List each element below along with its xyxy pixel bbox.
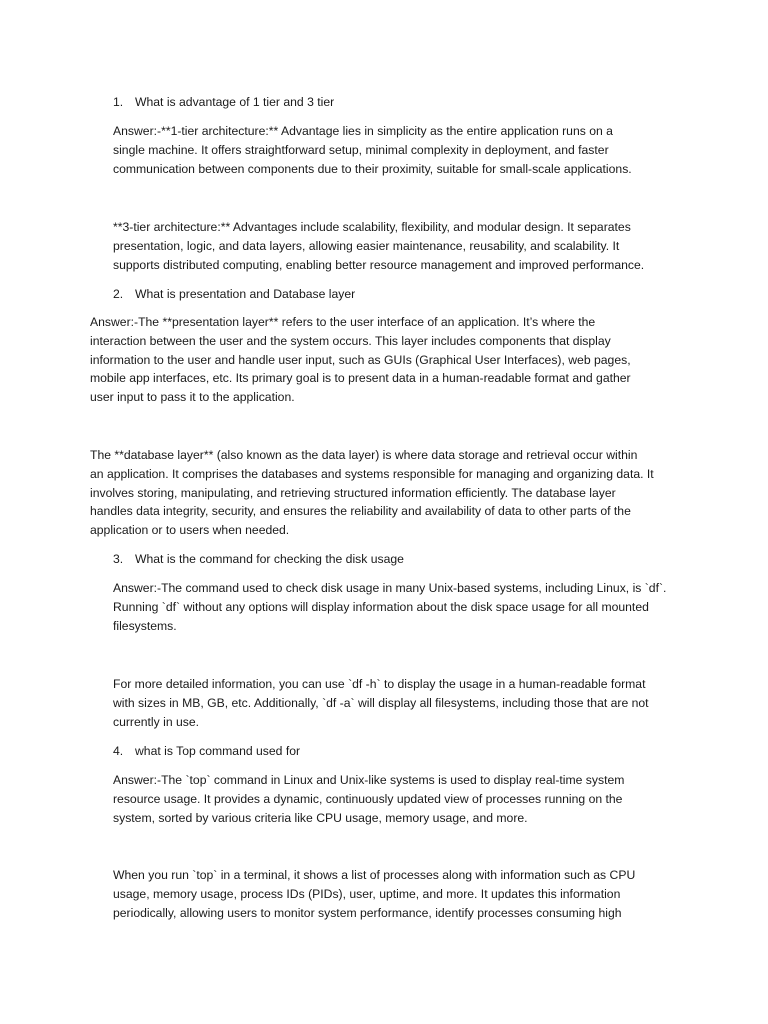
answer-paragraph: Answer:-The **presentation layer** refers to the user interface of an application. It’s where the interaction between the user and the system occurs. This layer includes components that display information to the user and handle user input, such as GUIs (Graphical User Interfaces), web pages, mobile app interfaces, etc. Its primary goal is to present data in a human-readable format and gather user input to pass it to the application. [90, 315, 631, 405]
answer-paragraph: Answer:-**1-tier architecture:** Advantage lies in simplicity as the entire application runs on a single machine. It offers straightforward setup, minimal complexity in deployment, and faster communication between components due to their proximity, suitable for small-scale applications. [113, 124, 632, 176]
question-4 [113, 742, 300, 761]
question-2 [113, 285, 355, 304]
question-1 [113, 93, 334, 112]
question-text: what is Top command used for [135, 744, 301, 758]
question-3 [113, 550, 404, 569]
question-text: What is presentation and Database layer [135, 287, 356, 301]
question-text: What is advantage of 1 tier and 3 tier [135, 95, 335, 109]
question-text: What is the command for checking the disk usage [135, 552, 404, 566]
question-number: 3. [113, 552, 124, 566]
answer-paragraph: For more detailed information, you can use `df -h` to display the usage in a human-readable format with sizes in MB, GB, etc. Additionally, `df -a` will display all filesystems, including those that are not currently in use. [113, 677, 649, 729]
answer-paragraph: When you run `top` in a terminal, it shows a list of processes along with information such as CPU usage, memory usage, process IDs (PIDs), user, uptime, and more. It updates this information periodically, allowing users to monitor system performance, identify processes consuming high [113, 868, 636, 920]
question-number: 1. [113, 95, 124, 109]
answer-paragraph: Answer:-The command used to check disk usage in many Unix-based systems, including Linux, is `df`. Running `df` without any options will display information about the disk space usage for all mounted filesystems. [113, 581, 667, 633]
question-number: 4. [113, 744, 124, 758]
answer-paragraph: The **database layer** (also known as the data layer) is where data storage and retrieval occur within an application. It comprises the databases and systems responsible for managing and organizing data. It involves storing, manipulating, and retrieving structured information efficiently. The database layer handles data integrity, security, and ensures the reliability and availability of data to other parts of the application or to users when needed. [90, 448, 654, 538]
answer-paragraph: **3-tier architecture:** Advantages include scalability, flexibility, and modular design. It separates presentation, logic, and data layers, allowing easier maintenance, reusability, and scalability. It supports distributed computing, enabling better resource management and improved performance. [113, 220, 645, 272]
question-number: 2. [113, 287, 124, 301]
answer-paragraph: Answer:-The `top` command in Linux and Unix-like systems is used to display real-time system resource usage. It provides a dynamic, continuously updated view of processes running on the system, sorted by various criteria like CPU usage, memory usage, and more. [113, 773, 625, 825]
